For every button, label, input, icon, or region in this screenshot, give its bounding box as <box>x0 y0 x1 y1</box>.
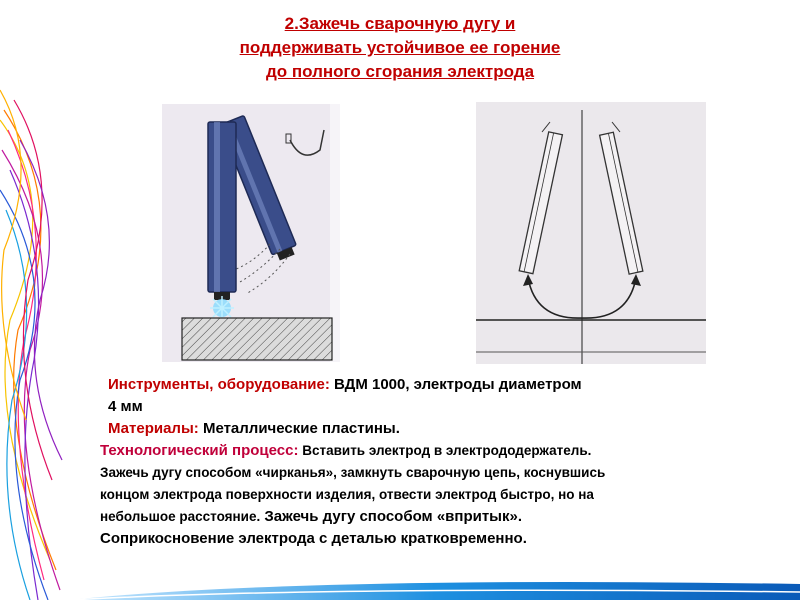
process-line-1-rest: Вставить электрод в электрододержатель. <box>298 443 592 458</box>
process-line-1 <box>100 440 790 462</box>
title-line-2: поддерживать устойчивое ее горение <box>239 38 561 57</box>
process-line-4-small: небольшое расстояние. <box>100 509 261 524</box>
electrode-striking-illustration <box>162 104 340 362</box>
process-line-4-big: Зажечь дугу способом «впритык». <box>260 508 522 525</box>
tools-line <box>100 374 790 396</box>
process-line-2: Зажечь дугу способом «чирканья», замкнуть сварочную цепь, коснувшись <box>100 465 606 480</box>
tools-value-line2: 4 мм <box>108 398 143 415</box>
electrode-touch-method-illustration <box>476 102 706 364</box>
materials-label: Материалы: <box>108 420 199 437</box>
description-text <box>100 374 790 550</box>
arc-spark-icon <box>210 296 234 320</box>
tools-label: Инструменты, оборудование: <box>108 376 330 393</box>
decorative-wave-bottom <box>0 570 800 600</box>
process-label: Технологический процесс: <box>100 442 299 459</box>
materials-line <box>100 418 790 440</box>
tools-value-line1: ВДМ 1000, электроды диаметром <box>329 376 582 393</box>
title-line-3: до полного сгорания электрода <box>265 62 535 81</box>
materials-value: Металлические пластины. <box>198 420 400 437</box>
process-line-3: концом электрода поверхности изделия, отвести электрод быстро, но на <box>100 487 594 502</box>
page-title <box>160 12 640 84</box>
title-line-1: 2.Зажечь сварочную дугу и <box>284 14 516 33</box>
decorative-swirl-left <box>0 0 70 600</box>
process-line-5: Соприкосновение электрода с деталью кратковременно. <box>100 530 527 547</box>
process-line-4 <box>100 506 790 528</box>
